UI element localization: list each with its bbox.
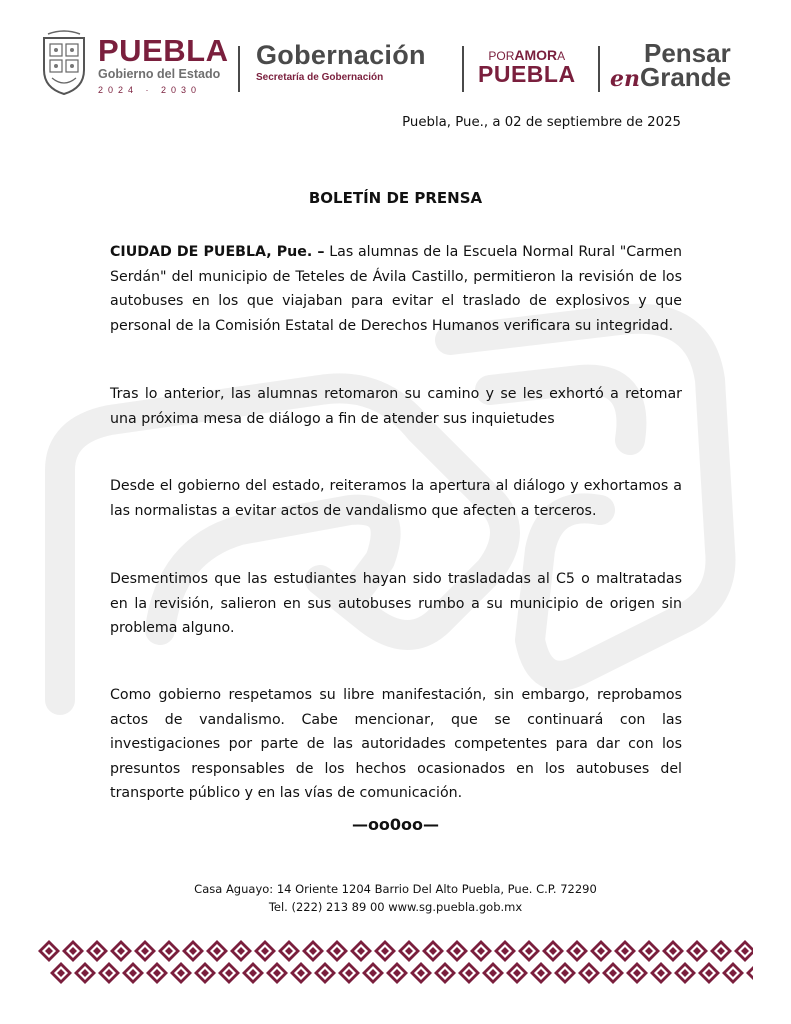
pattern-motif [698, 962, 720, 984]
gobernacion-logo-word: Gobernación [256, 40, 426, 70]
pattern-motif [506, 962, 528, 984]
amor-logo-por: POR [488, 49, 515, 63]
pattern-motif [314, 962, 336, 984]
paragraph-1-text: Las alumnas de la Escuela Normal Rural "Carmen Serdán" del municipio de Teteles de Ávila Castillo, permitieron la revisión de los autobuses en los que viajaban para evitar el traslado de explosivos y que personal de la Comisión Estatal de Derechos Humanos verificara su integridad. [110, 244, 682, 334]
pattern-motif [722, 962, 744, 984]
pattern-motif [62, 940, 84, 962]
pattern-motif [134, 940, 156, 962]
pensar-logo-grande: Grande [640, 62, 732, 92]
pattern-motif [482, 962, 504, 984]
pattern-motif [602, 962, 624, 984]
pattern-motif [350, 940, 372, 962]
pattern-motif [50, 962, 72, 984]
textile-pattern-border [38, 940, 753, 984]
state-seal-icon [38, 30, 90, 96]
pattern-motif [686, 940, 708, 962]
paragraph-lead: CIUDAD DE PUEBLA, Pue. – [110, 244, 325, 260]
paragraph-4: Desmentimos que las estudiantes hayan sido trasladadas al C5 o maltratadas en la revisión, salieron en sus autobuses rumbo a su municipio de origen sin problema alguno. [110, 571, 682, 636]
pattern-motif [170, 962, 192, 984]
pattern-motif [374, 940, 396, 962]
pattern-motif [650, 962, 672, 984]
pattern-motif [566, 940, 588, 962]
pattern-motif [422, 940, 444, 962]
pattern-motif [458, 962, 480, 984]
pattern-motif [110, 940, 132, 962]
pattern-motif [398, 940, 420, 962]
pattern-motif [218, 962, 240, 984]
pattern-motif [38, 940, 60, 962]
por-amor-a-puebla-logo [478, 48, 576, 85]
pensar-logo-bottom [610, 62, 732, 92]
pattern-motif [146, 962, 168, 984]
pattern-motif [98, 962, 120, 984]
pattern-motif [338, 962, 360, 984]
footer-address: Casa Aguayo: 14 Oriente 1204 Barrio Del Alto Puebla, Pue. C.P. 72290 [194, 882, 597, 896]
pattern-motif [230, 940, 252, 962]
pattern-motif [302, 940, 324, 962]
pattern-motif [530, 962, 552, 984]
pattern-motif [254, 940, 276, 962]
pattern-motif [206, 940, 228, 962]
pattern-motif [194, 962, 216, 984]
gobernacion-logo [256, 40, 426, 83]
pattern-motif [386, 962, 408, 984]
pattern-motif [122, 962, 144, 984]
logo-divider [462, 46, 464, 92]
pattern-motif [446, 940, 468, 962]
pattern-motif [434, 962, 456, 984]
paragraph-2: Tras lo anterior, las alumnas retomaron su camino y se les exhortó a retomar una próxima mesa de diálogo a fin de atender sus inquietudes [110, 386, 682, 427]
footer-contact: Tel. (222) 213 89 00 www.sg.puebla.gob.mx [268, 900, 523, 914]
pattern-motif [518, 940, 540, 962]
pattern-motif [554, 962, 576, 984]
pattern-motif [626, 962, 648, 984]
pattern-motif [362, 962, 384, 984]
pattern-motif [710, 940, 732, 962]
pattern-motif [590, 940, 612, 962]
pattern-motif [410, 962, 432, 984]
footer [0, 880, 791, 916]
pattern-motif [614, 940, 636, 962]
gobernacion-logo-sub: Secretaría de Gobernación [256, 72, 384, 83]
pensar-logo-top: Pensar [644, 38, 731, 68]
pattern-motif [734, 940, 753, 962]
pattern-motif [746, 962, 753, 984]
closing-mark: —oo0oo— [351, 815, 440, 834]
document-date: Puebla, Pue., a 02 de septiembre de 2025 [402, 115, 681, 130]
logo-divider [238, 46, 240, 92]
paragraph-1 [110, 240, 682, 338]
pattern-motif [158, 940, 180, 962]
pensar-logo-en: en [610, 66, 640, 92]
pattern-motif [662, 940, 684, 962]
document-title: BOLETÍN DE PRENSA [308, 189, 483, 207]
pattern-motif [86, 940, 108, 962]
paragraph-5: Como gobierno respetamos su libre manifestación, sin embargo, reprobamos actos de vandalismo. Cabe mencionar, que se continuará con las investigaciones por parte de las autoridades competentes para dar con los presuntos responsables de los hechos ocasionados en los autobuses del transporte público y en las vías de comunicación. [110, 687, 682, 801]
pattern-motif [494, 940, 516, 962]
pattern-motif [674, 962, 696, 984]
pattern-motif [638, 940, 660, 962]
pattern-motif [266, 962, 288, 984]
pattern-motif [182, 940, 204, 962]
amor-logo-a: A [557, 49, 566, 63]
pattern-motif [542, 940, 564, 962]
paragraph-3: Desde el gobierno del estado, reiteramos la apertura al diálogo y exhortamos a las normalistas a evitar actos de vandalismo que afecten a terceros. [110, 478, 682, 519]
puebla-logo-sub: Gobierno del Estado [98, 67, 221, 81]
puebla-logo-years: 2024 · 2030 [98, 85, 202, 95]
logo-divider [598, 46, 600, 92]
amor-logo-main: PUEBLA [478, 61, 576, 87]
pattern-motif [470, 940, 492, 962]
amor-logo-amor: AMOR [514, 47, 558, 63]
pattern-motif [326, 940, 348, 962]
pattern-motif [74, 962, 96, 984]
pensar-en-grande-logo [610, 40, 731, 90]
pattern-motif [290, 962, 312, 984]
pattern-motif [278, 940, 300, 962]
puebla-logo [98, 33, 229, 95]
pattern-motif [242, 962, 264, 984]
header-logos [38, 26, 758, 108]
puebla-logo-word: PUEBLA [98, 33, 229, 68]
pattern-motif [578, 962, 600, 984]
